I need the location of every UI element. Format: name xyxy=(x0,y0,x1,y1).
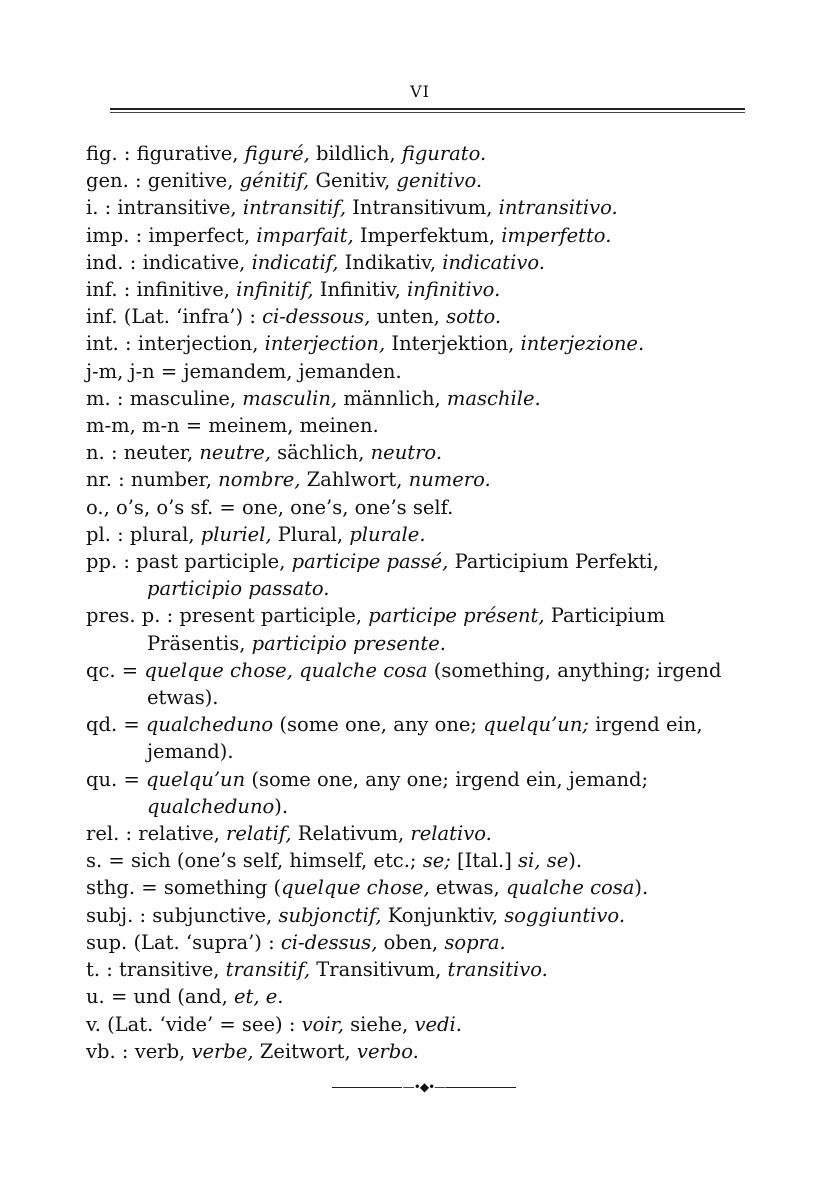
abbreviation-entry xyxy=(86,358,756,385)
entry-abbr: t. xyxy=(86,958,101,982)
entry-english: intransitive, xyxy=(117,196,237,220)
entry-sep: : xyxy=(129,250,137,274)
entry-italian: sotto. xyxy=(446,305,502,329)
entry-sep: : xyxy=(104,196,112,220)
entry-italian: plurale. xyxy=(349,522,426,546)
entry-abbr: n. xyxy=(86,441,105,465)
entry-french: imparfait, xyxy=(256,223,354,247)
abbreviation-entry xyxy=(86,249,756,276)
abbreviation-entry xyxy=(86,521,756,548)
abbreviation-entry xyxy=(86,929,756,956)
abbreviation-entry xyxy=(86,303,756,330)
entry-sthg: sthg. = something (quelque chose, etwas, qualche cosa). xyxy=(86,876,649,900)
entry-french: intransitif, xyxy=(242,196,347,220)
entry-sep: : xyxy=(118,468,125,492)
entry-sep: : xyxy=(123,142,131,165)
entry-french: ci-dessus, xyxy=(280,930,378,954)
abbreviation-entry xyxy=(86,194,756,221)
entry-english: imperfect, xyxy=(148,223,251,247)
entry-german: Transitivum, xyxy=(316,958,442,982)
header-rule xyxy=(110,108,745,110)
abbreviation-entry xyxy=(86,330,756,357)
entry-plain: j-m, j-n = jemandem, jemanden. xyxy=(86,359,402,383)
entry-abbr: m. xyxy=(86,386,111,410)
entry-abbr: gen. xyxy=(86,169,129,193)
entry-german: Interjektion, xyxy=(391,332,515,356)
entry-italian: figurato. xyxy=(401,142,487,165)
entry-italian: relativo. xyxy=(410,822,492,846)
entry-v: v. (Lat. ‘vide’ = see) : voir, siehe, vedi. xyxy=(86,1012,462,1036)
entry-abbr: pl. xyxy=(86,522,111,546)
entry-english: figurative, xyxy=(136,142,239,165)
entry-german: oben, xyxy=(383,930,439,954)
entry-sep: : xyxy=(117,522,124,546)
entry-plain: o., o’s, o’s sf. = one, one’s, one’s self. xyxy=(86,495,454,519)
entry-sep: : xyxy=(116,386,124,410)
entry-qc: qc. = quelque chose, qualche cosa (something, anything; irgend etwas). xyxy=(86,658,722,710)
entry-italian: sopra. xyxy=(444,930,506,954)
entry-french: ci-dessous, xyxy=(262,305,371,329)
entry-abbr: subj. xyxy=(86,903,134,927)
entry-italian: genitivo. xyxy=(396,169,483,193)
entry-french: pluriel, xyxy=(200,522,272,546)
entry-italian: numero. xyxy=(408,468,491,492)
end-ornament: —•◆•— xyxy=(332,1080,516,1094)
entry-german: unten, xyxy=(376,305,440,329)
page-number: VI xyxy=(410,82,430,101)
entry-sep: : xyxy=(123,278,131,302)
entry-abbr: nr. xyxy=(86,468,112,492)
abbreviation-entry xyxy=(86,439,756,466)
entry-french: neutre, xyxy=(199,441,271,465)
abbreviation-entry xyxy=(86,385,756,412)
abbreviation-entry xyxy=(86,167,756,194)
entry-italian: interjezione. xyxy=(520,332,645,356)
entry-english: plural, xyxy=(129,522,195,546)
entry-pp: pp. : past participle, participe passé, Participium Perfekti, participio passato. xyxy=(86,550,659,601)
abbreviation-entry xyxy=(86,140,756,167)
entry-pres-p: pres. p. : present participle, participe présent, Participium Präsentis, participio presente. xyxy=(86,604,665,655)
entry-english: interjection, xyxy=(137,332,259,356)
entry-plain: m-m, m-n = meinem, meinen. xyxy=(86,414,379,438)
entry-italian: infinitivo. xyxy=(407,278,501,302)
entry-english: transitive, xyxy=(119,958,220,982)
entry-sep: : xyxy=(106,958,113,982)
entry-german: männlich, xyxy=(343,386,441,410)
entry-german: Plural, xyxy=(277,522,344,546)
entry-german: Relativum, xyxy=(297,822,405,846)
entry-italian: imperfetto. xyxy=(501,223,612,247)
entry-italian: maschile. xyxy=(446,386,541,410)
entry-pre: (Lat. ‘infra’) : xyxy=(123,305,256,329)
entry-vb: vb. : verb, verbe, Zeitwort, verbo. xyxy=(86,1039,419,1063)
entry-italian: intransitivo. xyxy=(498,196,618,220)
abbreviation-entry xyxy=(86,412,756,439)
entry-german: sächlich, xyxy=(277,441,365,465)
entry-french: relatif, xyxy=(226,822,292,846)
entry-s: s. = sich (one’s self, himself, etc.; se; [Ital.] si, se). xyxy=(86,849,583,873)
entry-french: génitif, xyxy=(239,169,310,193)
entry-english: masculine, xyxy=(129,386,237,410)
entry-german: Konjunktiv, xyxy=(387,903,499,927)
abbreviation-entry xyxy=(86,956,756,983)
entry-abbr: fig. xyxy=(86,142,118,165)
entry-abbr: inf. xyxy=(86,278,118,302)
entry-german: Intransitivum, xyxy=(352,196,493,220)
entry-sep: : xyxy=(139,903,147,927)
entry-english: relative, xyxy=(138,822,220,846)
entry-abbr: i. xyxy=(86,196,99,220)
entry-french: infinitif, xyxy=(236,278,314,302)
entry-italian: soggiuntivo. xyxy=(504,903,626,927)
entry-u: u. = und (and, et, e. xyxy=(86,985,284,1009)
entry-french: indicatif, xyxy=(251,250,339,274)
entry-sep: : xyxy=(110,441,118,465)
abbreviation-entry xyxy=(86,466,756,493)
entry-sep: : xyxy=(135,223,143,247)
entry-pre: (Lat. ‘supra’) : xyxy=(133,930,275,954)
abbreviation-list xyxy=(86,140,756,1065)
entry-german: Infinitiv, xyxy=(319,278,401,302)
entry-french: masculin, xyxy=(242,386,338,410)
entry-qu: qu. = quelqu’un (some one, any one; irgend ein, jemand; qualcheduno). xyxy=(86,767,649,818)
header-rule-thin xyxy=(110,112,745,113)
entry-italian: transitivo. xyxy=(447,958,548,982)
abbreviation-entry xyxy=(86,494,756,521)
entry-french: interjection, xyxy=(264,332,386,356)
entry-abbr: imp. xyxy=(86,223,130,247)
entry-german: bildlich, xyxy=(316,142,396,165)
entry-sep: : xyxy=(134,169,142,193)
abbreviation-entry xyxy=(86,222,756,249)
abbreviation-entry xyxy=(86,902,756,929)
entry-sep: : xyxy=(125,822,133,846)
entry-italian: indicativo. xyxy=(442,250,545,274)
entry-english: indicative, xyxy=(142,250,246,274)
entry-sep: : xyxy=(125,332,132,356)
entry-italian: neutro. xyxy=(370,441,443,465)
entry-french: transitif, xyxy=(225,958,311,982)
entry-french: subjonctif, xyxy=(278,903,382,927)
entry-english: subjunctive, xyxy=(152,903,273,927)
entry-qd: qd. = qualcheduno (some one, any one; quelqu’un; irgend ein, jemand). xyxy=(86,713,703,764)
entry-german: Genitiv, xyxy=(315,169,391,193)
entry-abbr: inf. xyxy=(86,305,118,329)
entry-english: genitive, xyxy=(147,169,234,193)
abbreviation-entry xyxy=(86,276,756,303)
entry-abbr: ind. xyxy=(86,250,124,274)
entry-english: infinitive, xyxy=(136,278,230,302)
entry-abbr: sup. xyxy=(86,930,128,954)
entry-german: Imperfektum, xyxy=(359,223,496,247)
entry-english: number, xyxy=(130,468,212,492)
entry-french: nombre, xyxy=(218,468,301,492)
abbreviation-entry xyxy=(86,820,756,847)
entry-german: Indikativ, xyxy=(344,250,437,274)
entry-abbr: int. xyxy=(86,332,119,356)
entry-english: neuter, xyxy=(123,441,194,465)
entry-abbr: rel. xyxy=(86,822,120,846)
entry-german: Zahlwort, xyxy=(306,468,403,492)
entry-french: figuré, xyxy=(244,142,310,165)
